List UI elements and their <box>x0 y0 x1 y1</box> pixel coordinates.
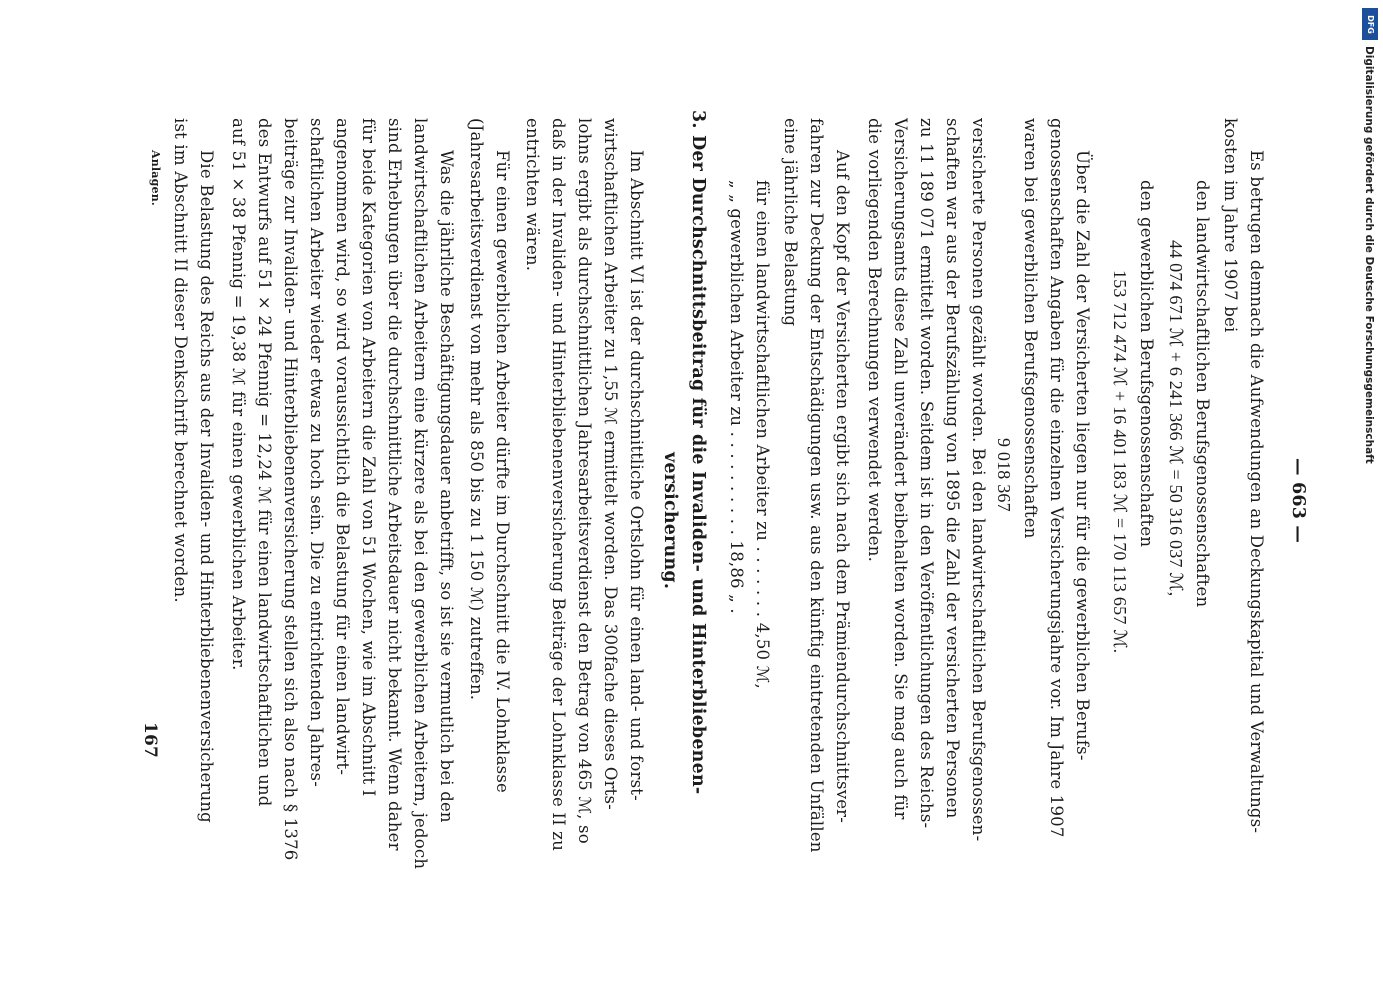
text-line: Über die Zahl der Versicherten liegen nur für die gewerblichen Berufs- <box>1073 150 1092 761</box>
text-line: angenommen wird, so wird voraussichtlich die Belastung für einen landwirt- <box>333 118 352 776</box>
section-heading: versicherung. <box>660 452 680 590</box>
text-line: sind Erhebungen über die durchschnittliche Arbeitsdauer nicht bekannt. Wenn daher <box>385 118 404 851</box>
text-line: kosten im Jahre 1907 bei <box>1221 118 1240 333</box>
text-line: beiträge zur Invaliden- und Hinterbliebenenversicherung stellen sich also nach § 1376 <box>281 118 300 861</box>
dfg-logo <box>1362 8 1378 40</box>
formula-line: 153 712 474 ℳ + 16 401 183 ℳ = 170 113 657 ℳ. <box>1110 270 1130 654</box>
text-line: „ „ gewerblichen Arbeiter zu . . . . . . . . . . 18,86 „ . <box>727 180 746 614</box>
text-line: die vorliegenden Berechnungen verwendet werden. <box>865 118 884 563</box>
text-line: schaften war aus der Berufszählung von 1895 die Zahl der versicherten Personen <box>943 118 962 819</box>
text-line: auf 51 × 38 Pfennig = 19,38 ℳ für einen gewerblichen Arbeiter. <box>229 118 248 671</box>
text-line: versicherte Personen gezählt worden. Bei den landwirtschaftlichen Berufsgenossen- <box>969 118 988 842</box>
text-line: Auf den Kopf der Versicherten ergibt sich nach dem Prämiendurchschnittsver- <box>833 150 852 824</box>
text-line: eine jährliche Belastung <box>781 118 800 327</box>
text-line: entrichten wären. <box>523 118 542 272</box>
text-line: den landwirtschaftlichen Berufsgenossenschaften <box>1193 180 1212 608</box>
text-line: daß in der Invaliden- und Hinterbliebenenversicherung Beiträge der Lohnklasse II zu <box>549 118 568 852</box>
text-line: waren bei gewerblichen Berufsgenossenschaften <box>1021 118 1040 539</box>
text-line: des Entwurfs auf 51 × 24 Pfennig = 12,24 ℳ für einen landwirtschaftlichen und <box>255 118 274 807</box>
text-line: für einen landwirtschaftlichen Arbeiter zu . . . . . . . 4,50 ℳ, <box>753 180 772 689</box>
text-line: Versicherungsamts diese Zahl unverändert beibehalten worden. Sie mag auch für <box>891 118 910 820</box>
funding-credit: Digitalisierung gefördert durch die Deutsche Forschungsgemeinschaft <box>1363 46 1375 464</box>
text-line: lohns ergibt als durchschnittlichen Jahresarbeitsverdienst den Betrag von 465 ℳ, so <box>575 118 594 844</box>
text-line: ist im Abschnitt II dieser Denkschrift berechnet worden. <box>171 118 190 603</box>
page-number: 167 <box>140 722 160 759</box>
signature-mark: Anlagen. <box>149 150 162 206</box>
text-line: wirtschaftlichen Arbeiter zu 1,55 ℳ ermittelt worden. Das 300fache dieses Orts- <box>601 118 620 810</box>
text-line: (Jahresarbeitsverdienst von mehr als 850 bis zu 1 150 ℳ) zutreffen. <box>467 118 486 701</box>
text-line: Für einen gewerblichen Arbeiter dürfte im Durchschnitt die IV. Lohnklasse <box>493 150 512 793</box>
text-line: genossenschaften Angaben für die einzelnen Versicherungsjahre vor. Im Jahre 1907 <box>1047 118 1066 838</box>
text-line: für beide Kategorien von Arbeitern die Zahl von 51 Wochen, wie im Abschnitt I <box>359 118 378 797</box>
text-line: schaftlichen Arbeiter wieder etwas zu hoch sein. Die zu entrichtenden Jahres- <box>307 118 326 787</box>
text-line: landwirtschaftlichen Arbeitern eine kürzere als bei den gewerblichen Arbeitern, jedoch <box>411 118 430 870</box>
text-line: fahren zur Deckung der Entschädigungen usw. aus den künftig eintretenden Unfällen <box>807 118 826 853</box>
text-line: Die Belastung des Reichs aus der Invaliden- und Hinterbliebenenversicherung <box>197 150 216 823</box>
section-heading: 3. Der Durchschnittsbeitrag für die Invaliden- und Hinterbliebenen- <box>688 110 708 795</box>
text-line: den gewerblichen Berufsgenossenschaften <box>1137 180 1156 548</box>
formula-line: 44 074 671 ℳ + 6 241 366 ℳ = 50 316 037 ℳ, <box>1166 240 1186 597</box>
text-line: Was die jährliche Beschäftigungsdauer anbetrifft, so ist sie vermutlich bei den <box>437 150 456 823</box>
text-line: zu 11 189 071 ermittelt worden. Seitdem ist in den Veröffentlichungen des Reichs- <box>917 118 936 829</box>
running-head: — 663 — <box>1288 458 1308 544</box>
dfg-logo-text: DFG <box>1365 14 1375 34</box>
text-line: Im Abschnitt VI ist der durchschnittliche Ortslohn für einen land- und forst- <box>627 150 646 801</box>
number-line: 9 018 367 <box>994 438 1014 512</box>
text-line: Es betrugen demnach die Aufwendungen an Deckungskapital und Verwaltungs- <box>1247 150 1266 834</box>
